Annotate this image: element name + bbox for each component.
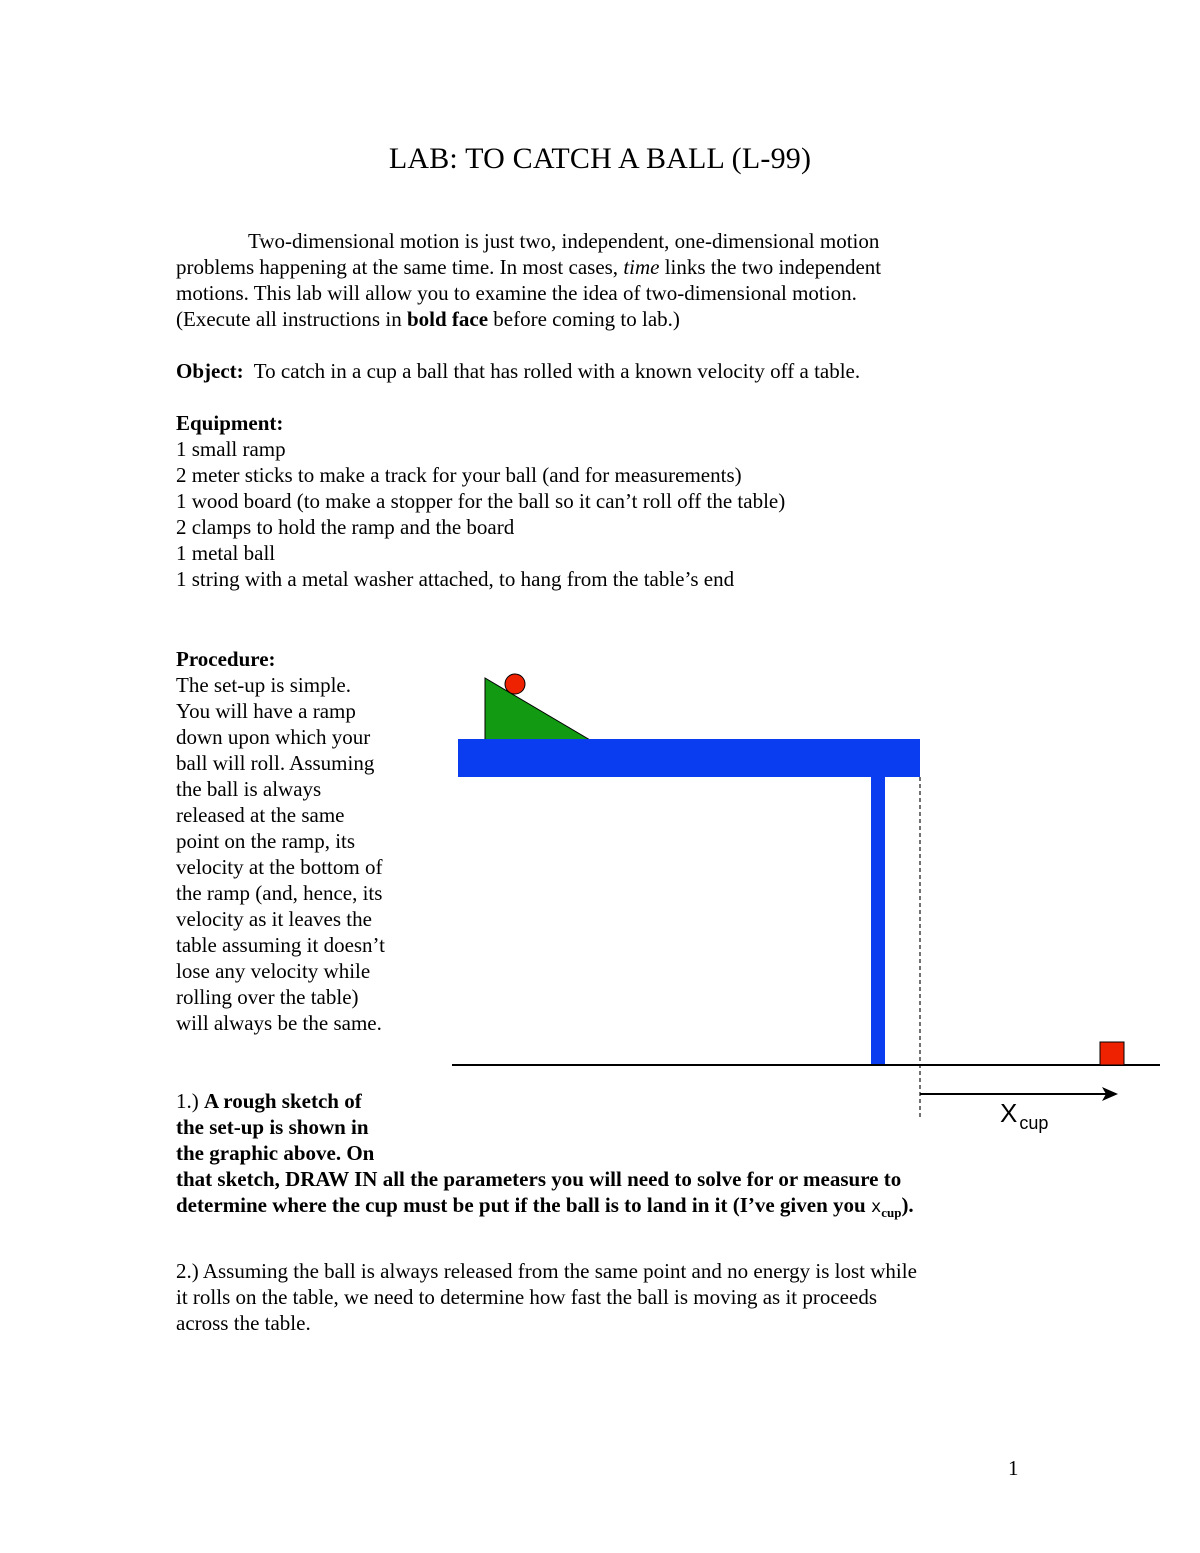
question-1-bottom	[176, 1166, 1036, 1226]
question-1-line	[176, 1192, 1036, 1226]
intro-line: Two-dimensional motion is just two, independent, one-dimensional motion	[248, 229, 880, 253]
equipment-item: 1 string with a metal washer attached, to hang from the table’s end	[176, 567, 735, 591]
question-1-line: the graphic above. On	[176, 1141, 375, 1165]
x-cup-label	[1000, 1098, 1048, 1133]
x-cup-label-x: X	[1000, 1098, 1018, 1128]
intro-bold-phrase: bold face	[406, 307, 489, 331]
x-cup-label-sub: cup	[1019, 1113, 1049, 1133]
equipment-section	[176, 410, 936, 592]
procedure-line: the ramp (and, hence, its	[176, 881, 383, 905]
intro-line: motions. This lab will allow you to examine the idea of two-dimensional motion.	[176, 281, 857, 305]
equipment-item: 2 meter sticks to make a track for your ball (and for measurements)	[176, 463, 742, 487]
ball	[505, 674, 525, 694]
object-label: Object:	[176, 359, 244, 383]
equipment-item: 1 small ramp	[176, 437, 286, 461]
intro-paragraph	[176, 228, 986, 332]
procedure-line: velocity at the bottom of	[176, 855, 383, 879]
procedure-line: will always be the same.	[176, 1011, 382, 1035]
page-number: 1	[1008, 1456, 1019, 1480]
procedure-line: lose any velocity while	[176, 959, 371, 983]
intro-text: problems happening at the same time. In most cases,	[176, 255, 624, 279]
procedure-line: ball will roll. Assuming	[176, 751, 375, 775]
question-2-line: across the table.	[176, 1311, 311, 1335]
procedure-line: table assuming it doesn’t	[176, 933, 386, 957]
table-top	[458, 739, 920, 777]
question-1-text: determine where the cup must be put if the ball is to land in it (I’ve given you	[176, 1193, 871, 1217]
question-1-line: the set-up is shown in	[176, 1115, 369, 1139]
ramp	[485, 678, 590, 740]
x-cup-inline-sub: cup	[881, 1205, 902, 1220]
intro-text: (Execute all instructions in	[176, 307, 407, 331]
procedure-label: Procedure:	[176, 647, 276, 671]
procedure-line: released at the same	[176, 803, 345, 827]
procedure-section	[176, 646, 436, 1036]
question-2-line: 2.) Assuming the ball is always released from the same point and no energy is lost while	[176, 1259, 917, 1283]
procedure-line: You will have a ramp	[176, 699, 356, 723]
intro-text: links the two independent	[659, 255, 882, 279]
question-2	[176, 1258, 1016, 1336]
equipment-item: 1 metal ball	[176, 541, 276, 565]
question-1-line: that sketch, DRAW IN all the parameters you will need to solve for or measure to	[176, 1167, 902, 1191]
question-1-text: A rough sketch of	[204, 1089, 362, 1113]
question-2-line: it rolls on the table, we need to determine how fast the ball is moving as it proceeds	[176, 1285, 877, 1309]
procedure-line: point on the ramp, its	[176, 829, 356, 853]
procedure-line: down upon which your	[176, 725, 371, 749]
procedure-line: rolling over the table)	[176, 985, 359, 1009]
procedure-line: The set-up is simple.	[176, 673, 351, 697]
x-cup-inline-symbol: x	[870, 1197, 882, 1217]
object-section	[176, 358, 996, 384]
intro-italic-word: time	[623, 255, 660, 279]
setup-diagram	[440, 660, 1180, 1140]
question-1-line	[176, 1088, 436, 1114]
page-title: LAB: TO CATCH A BALL (L-99)	[388, 142, 812, 175]
question-1-number: 1.)	[176, 1089, 204, 1113]
equipment-label: Equipment:	[176, 411, 284, 435]
procedure-line: velocity as it leaves the	[176, 907, 372, 931]
intro-line	[176, 306, 986, 332]
cup	[1100, 1042, 1124, 1065]
question-1-text: ).	[901, 1193, 914, 1217]
equipment-item: 1 wood board (to make a stopper for the ball so it can’t roll off the table)	[176, 489, 786, 513]
equipment-item: 2 clamps to hold the ramp and the board	[176, 515, 515, 539]
question-1-top	[176, 1088, 436, 1166]
intro-line	[176, 254, 986, 280]
object-text: To catch in a cup a ball that has rolled with a known velocity off a table.	[243, 359, 861, 383]
table-leg	[871, 777, 885, 1064]
procedure-line: the ball is always	[176, 777, 322, 801]
intro-text: before coming to lab.)	[488, 307, 680, 331]
